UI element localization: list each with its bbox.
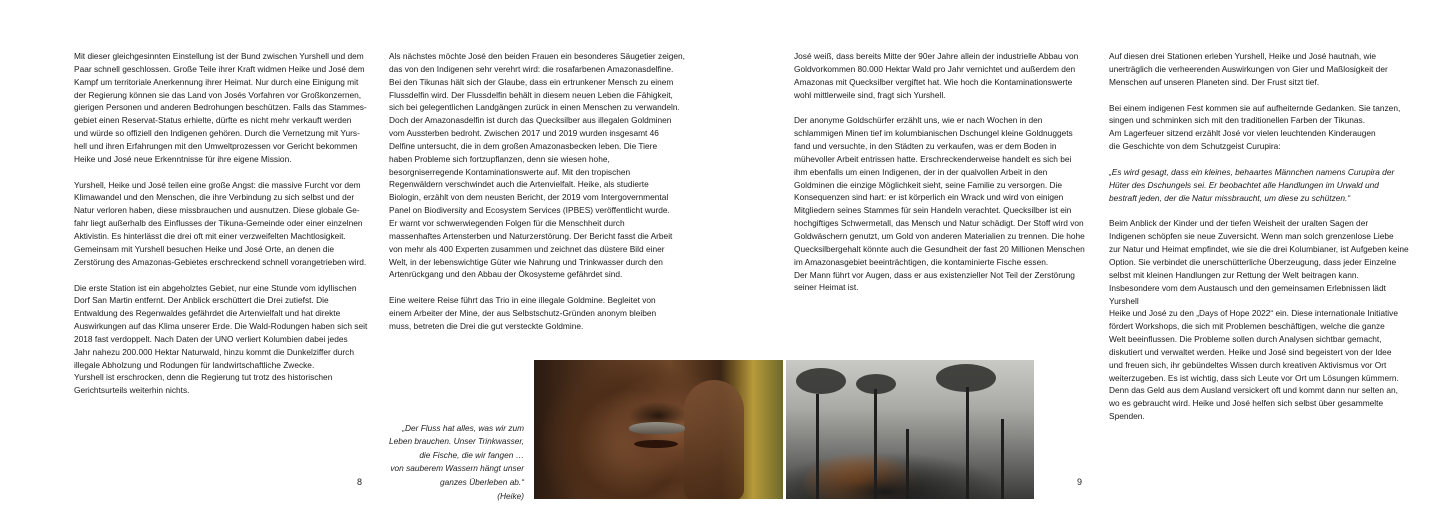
paragraph: Yurshell, Heike und José teilen eine große Angst: die massive Furcht vor dem Klimawandel und den Menschen, die ihre Verbindung zu sich selbst und der Natur verloren haben, diese missbrauchen und ausnutzen. Diese globale Ge- fahr liegt außerhalb des Einflusses der Tikuna-Gemeinde oder einer einzelnen Aktivistin. Es hinterlässt die drei oft mit einer verzweifelten Machtlosigkeit. Gemeinsam mit Yurshell besuchen Heike und José Orte, an denen die Zerstörung des Amazonas-Gebietes erschreckend schnell vorangetrieben wird. bbox=[74, 179, 367, 267]
paragraph: José weiß, dass bereits Mitte der 90er Jahre allein der industrielle Abbau von Goldvorkommen 80.000 Hektar Wald pro Jahr vernichtet und außerdem den Amazonas mit Quecksilber vergiftet hat. Wie hoch die Kontaminationswerte wohl mittlerweile sind, fragt sich Yurshell. bbox=[794, 51, 1079, 100]
page-number-right: 9 bbox=[1077, 477, 1083, 487]
paragraph: Beim Anblick der Kinder und der tiefen Weisheit der uralten Sagen der Indigenen schöpfen sie neue Zuversicht. Wenn man solch grenzenlose Liebe zur Natur und Heimat empfindet, wie sie die drei Kolumbianer, ist Aufgeben keine Option. Sie verbindet die unerschütterliche Überzeugung, dass jeder Einzelne selbst mit kleinen Handlungen zur Rettung der Welt beitragen kann. Insbesondere vom dem Austausch und den gemeinsamen Erlebnissen lädt Yurshell Heike und José zu den „Days of Hope 2022“ ein. Diese internationale Initiative fördert Workshops, die sich mit Problemen beschäftigen, welche die ganze Welt beeinflussen. Die Probleme sollen durch Analysen sichtbar gemacht, diskutiert und verwaltet werden. Heike und José sind begeistert von der Idee und freuen sich, ihr gebündeltes Wissen durch kreativen Aktivismus vor Ort weiterzugeben. Es ist wichtig, dass sich Leute vor Ort um Lösungen kümmern. Denn das Geld aus dem Ausland versickert oft und kommt dann nur selten an, wo es gebraucht wird. Heike und José helfen sich selbst über gesammelte Spenden. bbox=[1109, 218, 1409, 422]
pull-quote-author: (Heike) bbox=[497, 490, 524, 501]
mustache-shape bbox=[629, 422, 685, 434]
tree-trunk bbox=[874, 389, 877, 499]
column-3 bbox=[794, 50, 1094, 307]
paragraph: Als nächstes möchte José den beiden Frauen ein besonderes Säugetier zeigen, das von den Indigenen sehr verehrt wird: die rosafarbenen Amazonasdelfine. Bei den Tikunas hält sich der Glaube, dass ein ertrunkener Mensch zu einem Flussdelfin wird. Der Flussdelfin behält in diesem neuen Leben die Fähigkeit, sich bei gelegentlichen Landgängen zurück in einen Menschen zu verwandeln. Doch der Amazonasdelfin ist durch das Quecksilber aus illegalen Goldminen vom Aussterben bedroht. Zwischen 2017 und 2019 wurden insgesamt 46 Delfine untersucht, die in dem großen Amazonasbecken leben. Die Tiere haben Probleme sich fortzupflanzen, denn sie wiesen hohe, besorgniserregende Kontaminationswerte auf. Mit den tropischen Regenwäldern verschwindet auch die Artenvielfalt. Heike, als studierte Biologin, erzählt von dem neusten Bericht, der 2019 vom Intergovernmental Panel on Biodiversity and Ecosystem Services (IPBES) veröffentlicht wurde. Er warnt vor schwerwiegenden Folgen für die Menschheit durch massenhaftes Artensterben und Naturzerstörung. Der Bericht fasst die Arbeit von mehr als 400 Experten zusammen und zeichnet das düstere Bild einer Welt, in der lebenswichtige Güter wie Nahrung und Trinkwasser durch den Artenrückgang und den Abbau der Ökosysteme gefährdet sind. bbox=[389, 51, 685, 280]
photo-man-face bbox=[534, 360, 783, 499]
pull-quote-text: „Der Fluss hat alles, was wir zum Leben brauchen. Unser Trinkwasser, die Fische, die wir fangen … von sauberem Wassern hängt unser ganzes Überleben ab.“ bbox=[389, 422, 524, 487]
column-2 bbox=[389, 50, 689, 346]
column-4 bbox=[1109, 50, 1409, 436]
column-1 bbox=[74, 50, 374, 410]
paragraph: Die erste Station ist ein abgeholztes Gebiet, nur eine Stunde vom idyllischen Dorf San Martin entfernt. Der Anblick erschüttert die Drei zutiefst. Die Entwaldung des Regenwaldes gefährdet die Artenvielfalt und hat direkte Auswirkungen auf das Klima unserer Erde. Die Wald-Rodungen haben sich seit 2018 fast verdoppelt. Nach Daten der UNO verliert Kolumbien dabei jedes Jahr nahezu 200.000 Hektar Naturwald, hinzu kommt die Dunkelziffer durch illegale Abholzung und Rodungen für landwirtschaftliche Zwecke. Yurshell ist erschrocken, denn die Regierung tut trotz des historischen Gerichtsurteils weiterhin nichts. bbox=[74, 282, 368, 396]
hand-shape bbox=[684, 380, 744, 499]
mouth-shape bbox=[634, 440, 678, 448]
paragraph: Auf diesen drei Stationen erleben Yurshell, Heike und José hautnah, wie unerträglich die verheerenden Auswirkungen von Gier und Maßlosigkeit der Menschen auf unseren Planeten sind. Der Frust sitzt tief. bbox=[1109, 51, 1388, 87]
paragraph: Mit dieser gleichgesinnten Einstellung ist der Bund zwischen Yurshell und dem Paar schnell geschlossen. Große Teile ihrer Kraft widmen Heike und José dem Kampf um territoriale Anerkennung ihrer Heimat. Nur durch eine Einigung mit der Regierung können sie das Land von Josés Vorfahren vor Großkonzernen, gierigen Personen und anderen Bedrohungen beschützen. Falls das Stammes- gebiet einen Reservat-Status erhielte, dürfte es nicht mehr verkauft werden und würde so offiziell den Indigenen gehören. Durch die Vernetzung mit Yurs- hell und ihren Erfahrungen mit den Umweltprozessen vor Gericht bekommen Heike und José neue Erkenntnisse für ihre eigene Mission. bbox=[74, 51, 367, 164]
paragraph: Der anonyme Goldschürfer erzählt uns, wie er nach Wochen in den schlammigen Minen tief im kolumbianischen Dschungel kleine Goldnuggets fand und versuchte, in den Städten zu verkaufen, was er dem Boden in mühevoller Arbeit entrissen hatte. Erschreckenderweise handelt es sich bei ihm ebenfalls um einen Indigenen, der in der qualvollen Arbeit in den Goldminen die einzige Möglichkeit sieht, seine Familie zu versorgen. Die Konsequenzen sind hart: er ist körperlich ein Wrack und wird von einigen Mitgliedern seines Stammes für sein Handeln verachtet. Quecksilber ist ein hochgiftiges Schwermetall, das Mensch und Natur schädigt. Der Stoff wird von Goldwäschern genutzt, um Gold von anderen Materialien zu trennen. Die hohe Quecksilbergehalt könnte auch die Gesundheit der fast 20 Millionen Menschen im Amazonasgebiet beeinträchtigen, die kontaminierte Fische essen. Der Mann führt vor Augen, dass er aus existenzieller Not Teil der Zerstörung seiner Heimat ist. bbox=[794, 115, 1085, 293]
tree-trunk bbox=[906, 429, 909, 499]
tree-trunk bbox=[1001, 419, 1004, 499]
photo-burning-forest bbox=[786, 360, 1034, 499]
tree-trunk bbox=[966, 387, 969, 499]
tree-trunk bbox=[816, 394, 819, 499]
page-number-left: 8 bbox=[357, 477, 363, 487]
tree-crown bbox=[796, 368, 846, 394]
paragraph: Bei einem indigenen Fest kommen sie auf aufheiternde Gedanken. Sie tanzen, singen und schminken sich mit den traditionellen Farben der Tikunas. Am Lagerfeuer sitzend erzählt José vor vielen leuchtenden Kinderaugen die Geschichte von dem Schutzgeist Curupira: bbox=[1109, 102, 1401, 152]
curupira-quote: „Es wird gesagt, dass ein kleines, behaartes Männchen namens Curupira der Hüter des Dschungels sei. Er beobachtet alle Handlungen im Urwald und bestraft jeden, der die Natur missbraucht, um diese zu schützen.“ bbox=[1109, 166, 1395, 203]
paragraph: Eine weitere Reise führt das Trio in eine illegale Goldmine. Begleitet von einem Arbeiter der Mine, der aus Selbstschutz-Gründen anonym bleiben muss, betreten die Drei die gut versteckte Goldmine. bbox=[389, 295, 657, 331]
pull-quote bbox=[388, 408, 524, 517]
